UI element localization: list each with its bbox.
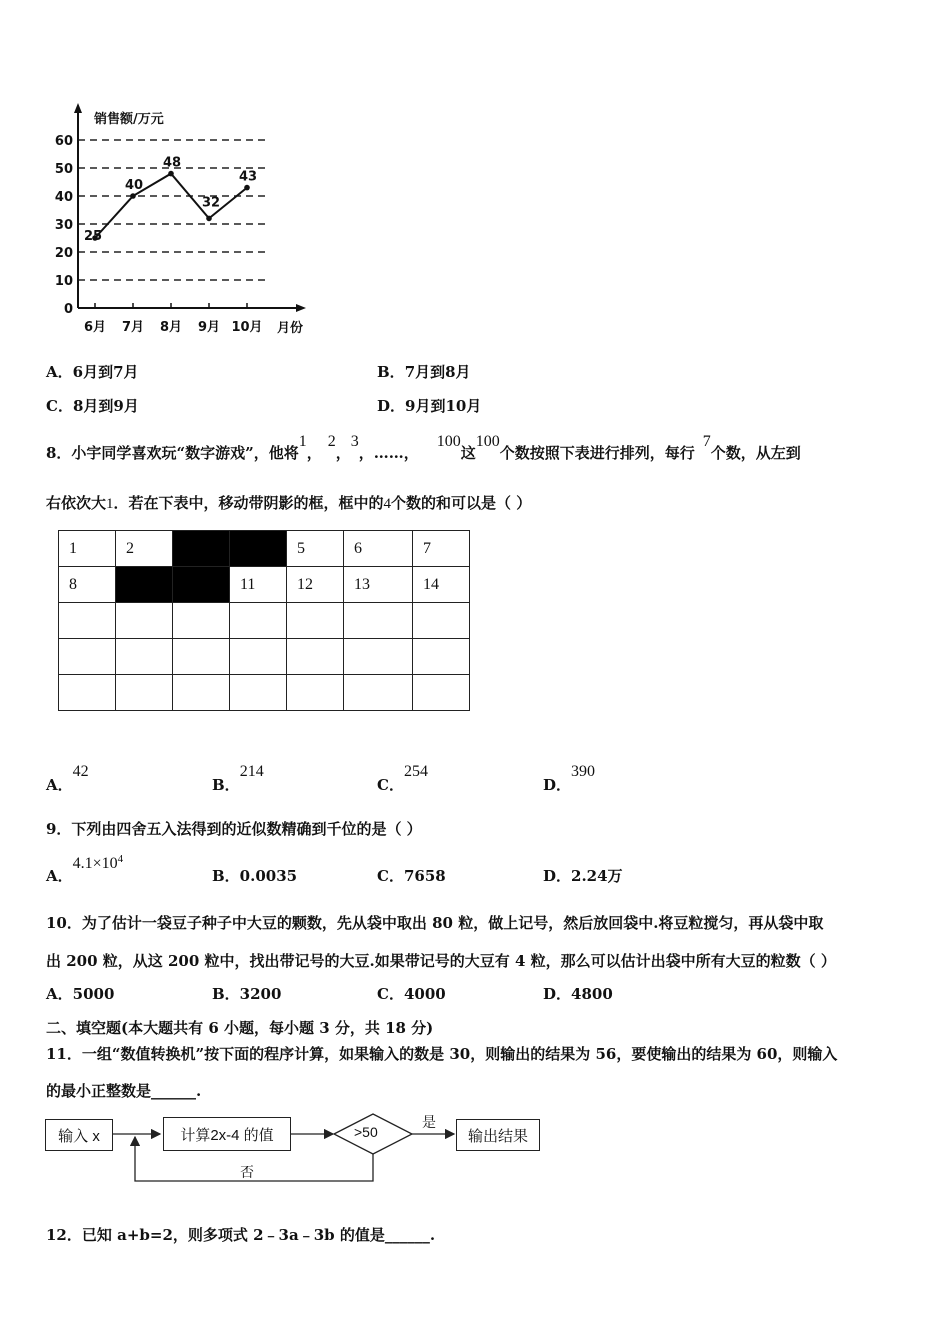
q10-option-a: A．5000: [46, 985, 115, 1003]
y-tick-label: 60: [54, 134, 73, 149]
x-tick-label: 6月: [83, 320, 107, 335]
y-tick-label: 0: [63, 302, 73, 317]
x-tick-label: 7月: [121, 320, 145, 335]
grid-cell: 6: [344, 531, 413, 567]
grid-cell: 2: [116, 531, 173, 567]
x-tick-label: 10月: [231, 320, 263, 335]
section-heading: 二、填空题(本大题共有 6 小题，每小题 3 分，共 18 分): [46, 1019, 434, 1037]
grid-cell: 11: [230, 567, 287, 603]
grid-cell: 1: [59, 531, 116, 567]
flow-output-box: 输出结果: [456, 1119, 540, 1151]
q11-stem-line1: 11．一组“数值转换机”按下面的程序计算，如果输入的数是 30，则输出的结果为 56，要使输出的结果为 60，则输入: [46, 1045, 838, 1063]
q8-option-c: C．254: [377, 763, 428, 794]
data-label: 40: [124, 178, 144, 193]
y-tick-label: 50: [54, 162, 73, 177]
q10-stem-line1: 10．为了估计一袋豆子种子中大豆的颗数，先从袋中取出 80 粒，做上记号，然后放回袋中.将豆粒搅匀，再从袋中取: [46, 914, 824, 932]
grid-cell: 13: [344, 567, 413, 603]
q10-option-b: B．3200: [212, 985, 282, 1003]
flow-compute-box: 计算2x-4 的值: [163, 1117, 291, 1151]
flow-condition-label: >50: [354, 1124, 378, 1140]
q8-option-a: A．42: [46, 763, 89, 794]
y-tick-label: 20: [54, 246, 73, 261]
q7-option-a: A．6月到7月: [46, 363, 139, 381]
x-axis-title: 月份: [277, 321, 304, 336]
y-tick-label: 30: [54, 218, 73, 233]
data-label: 48: [162, 155, 182, 171]
q9-stem: 9．下列由四舍五入法得到的近似数精确到千位的是（ ）: [46, 820, 422, 838]
q10-option-d: D．4800: [543, 985, 613, 1003]
q8-option-d: D．390: [543, 763, 596, 794]
q9-option-b: B．0.0035: [212, 867, 298, 885]
flow-no-label: 否: [240, 1165, 254, 1181]
flow-input-box: 输入 x: [45, 1119, 113, 1151]
data-label: 32: [201, 195, 221, 211]
grid-cell: 8: [59, 567, 116, 603]
grid-cell: 14: [413, 567, 470, 603]
x-tick-label: 9月: [197, 320, 221, 335]
y-tick-label: 10: [54, 274, 73, 289]
y-tick-label: 40: [54, 190, 73, 205]
q7-option-c: C．8月到9月: [46, 397, 139, 415]
y-axis-title: 销售额/万元: [94, 112, 164, 127]
q7-option-d: D．9月到10月: [377, 397, 482, 415]
q8-stem-line1: 8．小宇同学喜欢玩“数字游戏”，他将1，2，3，……，100这100个数按照下表进行排列，每行7个数，从左到: [46, 433, 801, 462]
q10-stem-line2: 出 200 粒，从这 200 粒中，找出带记号的大豆.如果带记号的大豆有 4 粒，那么可以估计出袋中所有大豆的粒数（ ）: [46, 952, 836, 970]
data-label: 25: [83, 229, 103, 244]
flow-yes-label: 是: [422, 1115, 436, 1131]
x-tick-label: 8月: [159, 320, 183, 335]
q9-option-a: A．$4.1\times 10^4$: [46, 853, 124, 885]
q9-option-c: C．7658: [377, 867, 446, 885]
q12-stem: 12．已知 a+b=2，则多项式 2﹣3a﹣3b 的值是______.: [46, 1226, 436, 1244]
q7-option-b: B．7月到8月: [377, 363, 471, 381]
grid-cell: 7: [413, 531, 470, 567]
q9-option-d: D．2.24万: [543, 867, 623, 885]
q11-stem-line2: 的最小正整数是______.: [46, 1082, 202, 1100]
grid-cell: 12: [287, 567, 344, 603]
q8-option-b: B．214: [212, 763, 264, 794]
data-label: 43: [238, 169, 258, 185]
q10-option-c: C．4000: [377, 985, 446, 1003]
grid-cell: 5: [287, 531, 344, 567]
q8-stem-line2: 右依次大1．若在下表中，移动带阴影的框，框中的4个数的和可以是（ ）: [46, 494, 532, 512]
